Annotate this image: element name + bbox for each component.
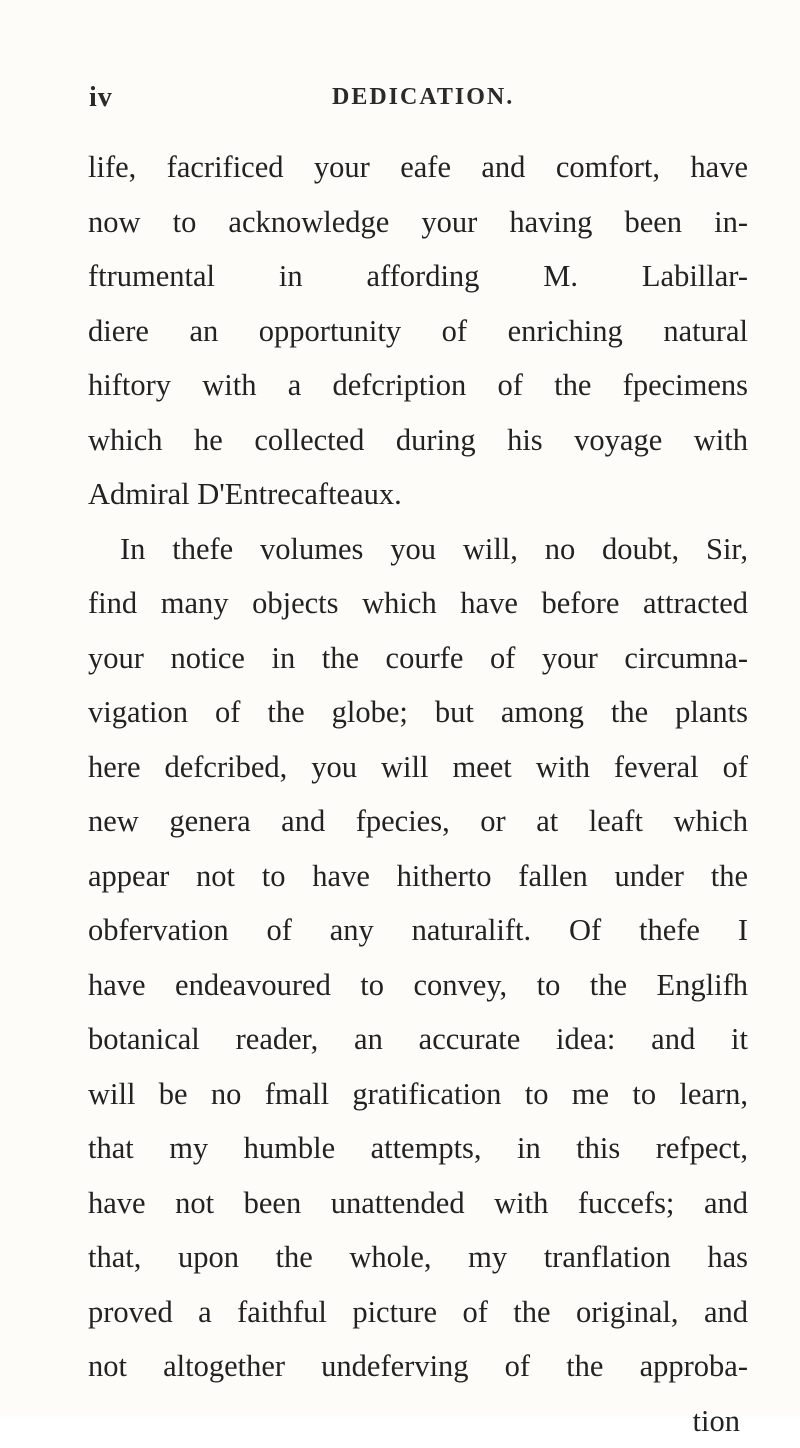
text-line: will be no fmall gratification to me to learn, xyxy=(88,1067,748,1122)
text-line: your notice in the courfe of your circumna- xyxy=(88,631,748,686)
dedication-text xyxy=(88,140,748,1448)
page-header xyxy=(0,82,800,122)
text-line: that my humble attempts, in this refpect, xyxy=(88,1121,748,1176)
text-line: have endeavoured to convey, to the Englifh xyxy=(88,958,748,1013)
text-line: new genera and fpecies, or at leaft which xyxy=(88,794,748,849)
text-line: which he collected during his voyage with xyxy=(88,413,748,468)
text-line: ftrumental in affording M. Labillar- xyxy=(88,249,748,304)
text-line: here defcribed, you will meet with feveral of xyxy=(88,740,748,795)
text-line: hiftory with a defcription of the fpecimens xyxy=(88,358,748,413)
text-line: find many objects which have before attracted xyxy=(88,576,748,631)
text-line: have not been unattended with fuccefs; and xyxy=(88,1176,748,1231)
catchword: tion xyxy=(88,1394,748,1448)
text-line: vigation of the globe; but among the plants xyxy=(88,685,748,740)
text-line: appear not to have hitherto fallen under the xyxy=(88,849,748,904)
text-line: now to acknowledge your having been in- xyxy=(88,195,748,250)
text-line: obfervation of any naturalift. Of thefe I xyxy=(88,903,748,958)
text-line: life, facrificed your eafe and comfort, have xyxy=(88,140,748,195)
page-number: iv xyxy=(89,82,113,114)
text-line: that, upon the whole, my tranflation has xyxy=(88,1230,748,1285)
text-line: diere an opportunity of enriching natural xyxy=(88,304,748,359)
text-line: Admiral D'Entrecafteaux. xyxy=(88,467,748,522)
running-title: DEDICATION. xyxy=(332,84,514,111)
text-line: not altogether undeferving of the approba- xyxy=(88,1339,748,1394)
text-line: In thefe volumes you will, no doubt, Sir, xyxy=(88,522,748,577)
text-line: proved a faithful picture of the original, and xyxy=(88,1285,748,1340)
text-line: botanical reader, an accurate idea: and it xyxy=(88,1012,748,1067)
